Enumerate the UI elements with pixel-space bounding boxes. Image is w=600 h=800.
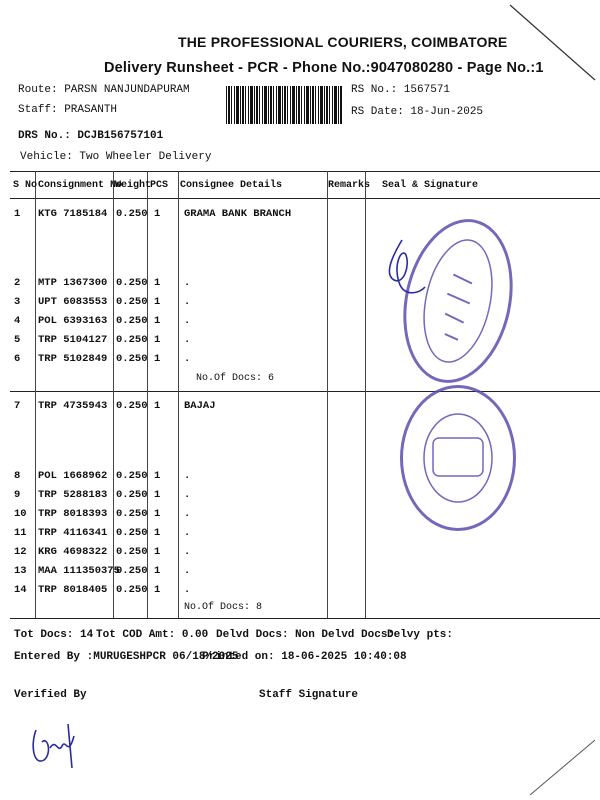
header-weight: Weight [115,180,152,191]
row-consignment: TRP 5102849 [38,353,108,365]
row-detail: . [184,489,191,501]
total-docs: Tot Docs: 14 [14,629,94,641]
total-cod: Tot COD Amt: 0.00 [96,629,209,641]
row-pcs: 1 [154,334,161,346]
header-seal: Seal & Signature [382,180,479,191]
rs-date: RS Date: 18-Jun-2025 [351,106,484,118]
row-pcs: 1 [154,353,161,365]
row-pcs: 1 [154,489,161,501]
row-weight: 0.250 [116,315,148,327]
row-pcs: 1 [154,296,161,308]
row-detail: . [184,584,191,596]
row-consignment: TRP 4116341 [38,527,108,539]
row-weight: 0.250 [116,334,148,346]
route: Route: PARSN NANJUNDAPURAM [18,84,190,96]
header-sno: S No [13,180,38,191]
verified-by: Verified By [14,689,87,701]
staff-signature: Staff Signature [259,689,359,701]
row-consignment: KTG 7185184 [38,208,108,220]
header-consignee: Consignee Details [180,180,283,191]
row-detail: . [184,353,191,365]
row-pcs: 1 [154,400,161,412]
row-pcs: 1 [154,277,161,289]
row-detail: . [184,334,191,346]
row-sno: 3 [14,296,21,308]
table-header-rule [10,198,600,199]
row-consignment: TRP 4735943 [38,400,108,412]
consignee-name: BAJAJ [184,400,216,412]
row-pcs: 1 [154,565,161,577]
row-consignment: MTP 1367300 [38,277,108,289]
barcode [226,86,342,124]
row-consignment: TRP 5104127 [38,334,108,346]
row-pcs: 1 [154,584,161,596]
row-weight: 0.250 [116,208,148,220]
row-pcs: 1 [154,546,161,558]
row-pcs: 1 [154,470,161,482]
row-weight: 0.250 [116,565,148,577]
row-weight: 0.250 [116,400,148,412]
row-sno: 5 [14,334,21,346]
delivery-points: Delvy pts: [387,629,454,641]
row-sno: 10 [14,508,27,520]
row-sno: 12 [14,546,27,558]
staff: Staff: PRASANTH [18,104,118,116]
row-weight: 0.250 [116,296,148,308]
row-detail: . [184,546,191,558]
col-divider [113,171,114,618]
row-weight: 0.250 [116,277,148,289]
row-detail: . [184,470,191,482]
row-detail: . [184,315,191,327]
row-weight: 0.250 [116,584,148,596]
company-name: THE PROFESSIONAL COURIERS, COIMBATORE [178,34,508,50]
row-consignment: POL 6393163 [38,315,108,327]
runsheet-subtitle: Delivery Runsheet - PCR - Phone No.:9047080280 - Page No.:1 [104,60,544,76]
header-remarks: Remarks [328,180,371,191]
row-sno: 9 [14,489,21,501]
drs-number: DRS No.: DCJB156757101 [18,130,164,142]
row-consignment: POL 1668962 [38,470,108,482]
row-consignment: TRP 8018393 [38,508,108,520]
row-detail: . [184,565,191,577]
table-bottom-rule [10,618,600,619]
row-pcs: 1 [154,508,161,520]
signature-mark [380,235,430,305]
row-consignment: TRP 8018405 [38,584,108,596]
row-pcs: 1 [154,208,161,220]
row-sno: 14 [14,584,27,596]
row-consignment: UPT 6083553 [38,296,108,308]
docs-count: No.Of Docs: 6 [196,373,275,384]
col-divider [365,171,366,618]
docs-count: No.Of Docs: 8 [184,602,263,613]
row-weight: 0.250 [116,353,148,365]
header-pcs: PCS [150,180,169,191]
consignee-name: GRAMA BANK BRANCH [184,208,292,220]
row-consignment: MAA 111350375 [38,565,120,577]
row-pcs: 1 [154,527,161,539]
delivered-docs: Delvd Docs: [216,629,289,641]
row-sno: 8 [14,470,21,482]
seal-graphic [403,388,513,528]
scan-edge-mark [500,0,600,90]
row-consignment: TRP 5288183 [38,489,108,501]
row-pcs: 1 [154,315,161,327]
rs-number: RS No.: 1567571 [351,84,451,96]
row-detail: . [184,527,191,539]
row-detail: . [184,296,191,308]
col-divider [178,171,179,618]
row-sno: 2 [14,277,21,289]
bajaj-seal [400,385,516,531]
row-weight: 0.250 [116,470,148,482]
row-sno: 7 [14,400,21,412]
row-sno: 11 [14,527,27,539]
row-sno: 6 [14,353,21,365]
vehicle: Vehicle: Two Wheeler Delivery [20,151,212,163]
scan-edge-mark [520,720,600,800]
row-detail: . [184,277,191,289]
row-sno: 1 [14,208,21,220]
entered-by: Entered By :MURUGESHPCR 06/18/2025 [14,651,239,663]
col-divider [35,171,36,618]
table-top-rule [10,171,600,172]
row-weight: 0.250 [116,508,148,520]
row-sno: 13 [14,565,27,577]
row-consignment: KRG 4698322 [38,546,108,558]
row-weight: 0.250 [116,489,148,501]
printed-on: Printed on: 18-06-2025 10:40:08 [202,651,407,663]
row-weight: 0.250 [116,527,148,539]
row-detail: . [184,508,191,520]
row-sno: 4 [14,315,21,327]
col-divider [327,171,328,618]
non-delivered-docs: Non Delvd Docs: [295,629,395,641]
verifier-signature [28,718,88,778]
header-consignment: Consignment No [38,180,123,191]
row-weight: 0.250 [116,546,148,558]
